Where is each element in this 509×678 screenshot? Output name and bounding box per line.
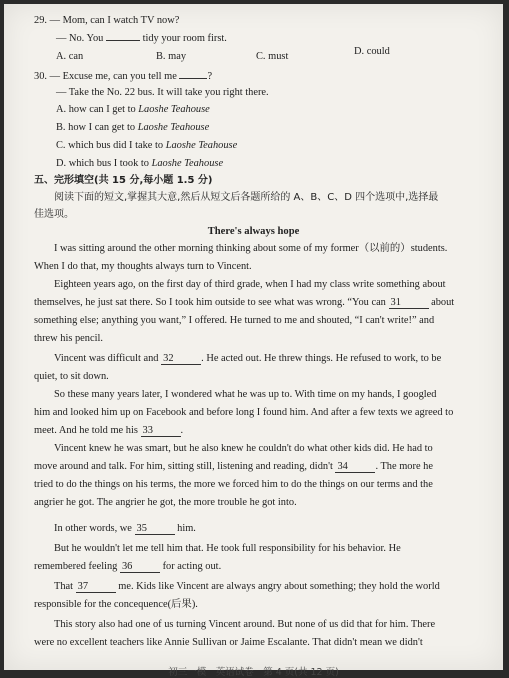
paragraph-3: Vincent was difficult and 32 . He acted out. He threw things. He refused to work, to be quiet, to sit down.	[34, 353, 442, 382]
q30-reply: — Take the No. 22 bus. It will take you right there.	[56, 87, 269, 98]
blank-35: 35	[135, 523, 175, 535]
page-footer: 初三一模 英语试卷 第 4 页(共 12 页)	[168, 667, 339, 678]
blank-31: 31	[389, 297, 429, 309]
paragraph-1: I was sitting around the other morning thinking about some of my former（以前的）students. When I do that, my thoughts always turn to Vincent.	[34, 243, 448, 272]
exam-page	[4, 4, 503, 678]
passage-title: There's always hope	[207, 226, 300, 237]
paragraph-8: That 37 me. Kids like Vincent are always angry about something; they hold the world responsible for the concequence(后果).	[34, 581, 440, 610]
q29-reply: — No. You tidy your room first.	[56, 33, 227, 44]
q29-option-a: A. can	[56, 51, 84, 62]
paragraph-5: Vincent knew he was smart, but he also knew he couldn't do what other kids did. He had to move around and talk. For him, sitting still, listening and reading, didn't 34 . The more he tried to do the things on his terms, the more we forced him to do the things on our terms and the angrier he got. The angrier he got, the more trouble he got into.	[34, 443, 433, 508]
paragraph-9: This story also had one of us turning Vincent around. But none of us did that for him. There were no excellent teachers like Annie Sullivan or Jaime Escalante. That didn't mean we didn't	[34, 619, 436, 648]
q29-option-b: B. may	[156, 51, 187, 62]
q30-option-c: C. which bus did I take to Laoshe Teahouse	[56, 140, 238, 151]
paragraph-6: In other words, we 35 him.	[54, 523, 196, 534]
section-heading: 五、完形填空(共 15 分,每小题 1.5 分)	[34, 175, 213, 186]
blank-32: 32	[161, 353, 201, 365]
q30-blank	[179, 78, 207, 79]
q30-option-a: A. how can I get to Laoshe Teahouse	[56, 104, 210, 115]
section-instruction: 阅读下面的短文,掌握其大意,然后从短文后各题所给的 A、B、C、D 四个选项中,选择最	[54, 192, 439, 203]
paragraph-2: Eighteen years ago, on the first day of third grade, when I had my class write something about themselves, he just sat there. So I took him outside to see what was wrong. “You can 31 about something else; anything you want,” I offered. He turned to me and shouted, “I can't write!” and threw his pencil.	[34, 279, 455, 344]
paragraph-7: But he wouldn't let me tell him that. He took full responsibility for his behavior. He remembered feeling 36 for acting out.	[34, 543, 401, 572]
blank-33: 33	[141, 425, 181, 437]
q29-option-c: C. must	[256, 51, 289, 62]
q30-stem: 30. — Excuse me, can you tell me ?	[34, 71, 213, 82]
q30-option-d: D. which bus I took to Laoshe Teahouse	[56, 158, 224, 169]
blank-34: 34	[335, 461, 375, 473]
paragraph-4: So these many years later, I wondered what he was up to. With time on my hands, I googled him and looked him up on Facebook and before long I found him. And after a few texts we agreed to meet. And he told me his 33 .	[34, 389, 454, 436]
section-instruction-cont: 佳选项。	[34, 209, 74, 220]
q29-blank	[106, 40, 140, 41]
blank-36: 36	[120, 561, 160, 573]
q30-option-b: B. how I can get to Laoshe Teahouse	[56, 122, 210, 133]
q29-option-d: D. could	[354, 46, 390, 57]
q29-stem: 29. — Mom, can I watch TV now?	[34, 15, 180, 26]
blank-37: 37	[76, 581, 116, 593]
